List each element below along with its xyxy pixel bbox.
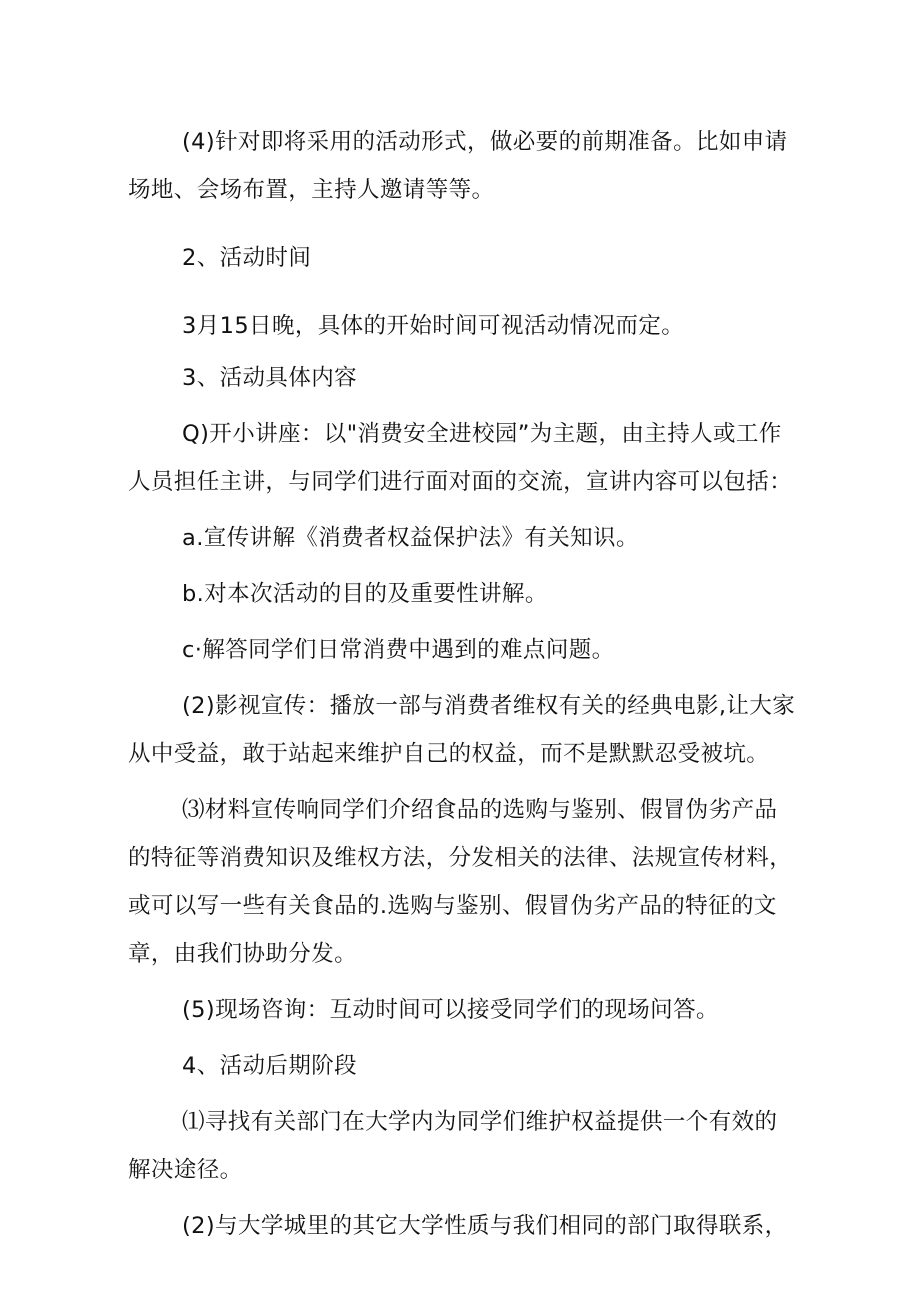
document-body — [128, 118, 800, 1250]
heading-activity-time: 2、活动时间 — [182, 245, 312, 271]
paragraph-consult: (5)现场咨询：互动时间可以接受同学们的现场问答。 — [182, 997, 719, 1023]
paragraph-find-departments: ⑴寻找有关部门在大学内为同学们维护权益提供一个有效的解决途径。 — [128, 1109, 778, 1183]
paragraph-film: (2)影视宣传：播放一部与消费者维权有关的经典电影,让大家从中受益，敢于站起来维护自己的权益，而不是默默忍受被坑。 — [128, 693, 796, 767]
heading-later-stage: 4、活动后期阶段 — [182, 1053, 358, 1079]
heading-activity-content: 3、活动具体内容 — [182, 365, 358, 391]
paragraph-contact-universities: (2)与大学城里的其它大学性质与我们相同的部门取得联系， — [182, 1213, 788, 1239]
list-item-a: a.宣传讲解《消费者权益保护法》有关知识。 — [182, 525, 639, 551]
paragraph-materials: ⑶材料宣传响同学们介绍食品的选购与鉴别、假冒伪劣产品的特征等消费知识及维权方法，分发相关的法律、法规宣传材料，或可以写一些有关食品的.选购与鉴别、假冒伪劣产品的特征的文章，由我们协助分发。 — [128, 797, 793, 967]
paragraph-time: 3月15日晚，具体的开始时间可视活动情况而定。 — [182, 313, 685, 339]
paragraph-lecture: Q)开小讲座：以"消费安全进校园”为主题，由主持人或工作人员担任主讲，与同学们进行面对面的交流，宣讲内容可以包括： — [128, 421, 793, 495]
list-item-c: c·解答同学们日常消费中遇到的难点问题。 — [182, 637, 615, 663]
list-item-b: b.对本次活动的目的及重要性讲解。 — [182, 581, 548, 607]
paragraph-prep: (4)针对即将采用的活动形式，做必要的前期准备。比如申请场地、会场布置，主持人邀请等等。 — [128, 129, 788, 203]
